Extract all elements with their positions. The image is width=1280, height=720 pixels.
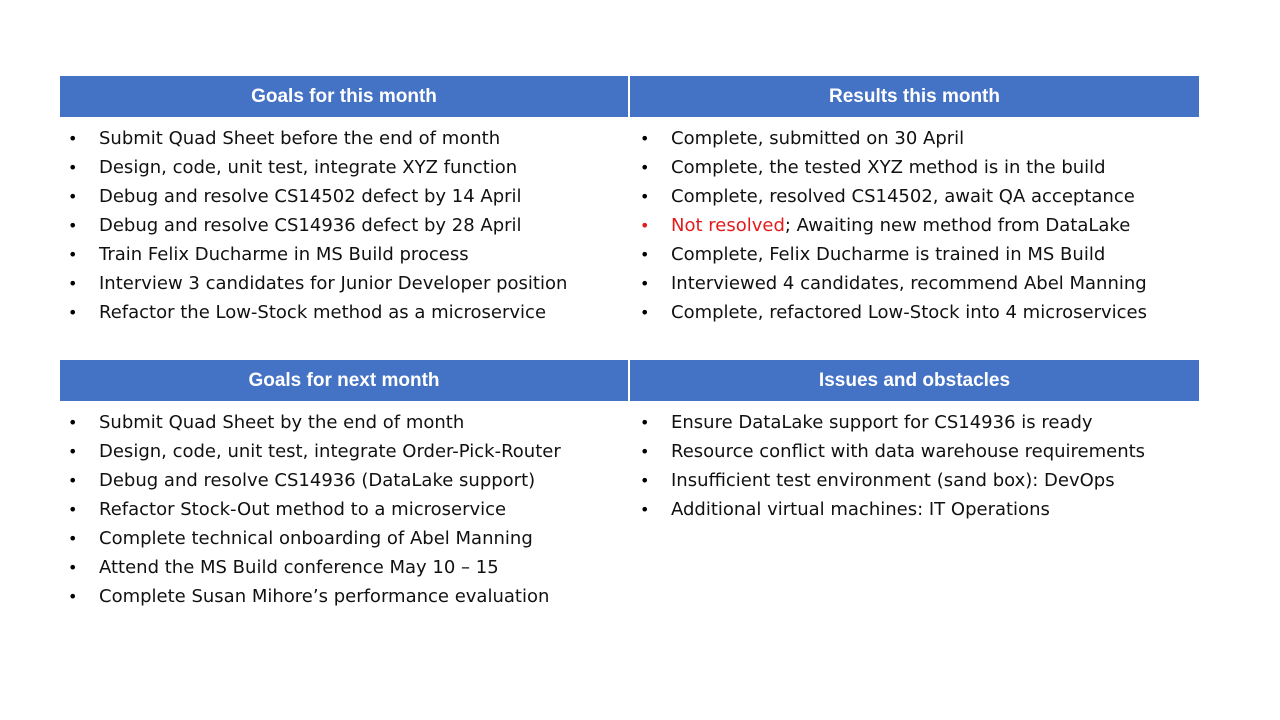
list-item: [60, 437, 632, 466]
list-item-text: Refactor the Low-Stock method as a microservice: [99, 302, 547, 323]
list-item: [632, 466, 1199, 495]
list-item: [60, 408, 632, 437]
bullet-icon: •: [640, 274, 650, 293]
bullet-icon: •: [68, 245, 78, 264]
list-item-text: Refactor Stock-Out method to a microservice: [99, 499, 507, 520]
list-item: [632, 495, 1199, 524]
bullet-icon: •: [68, 558, 78, 577]
goals-next-month-column: [60, 408, 632, 611]
list-item: [632, 153, 1199, 182]
list-item-text: Resource conflict with data warehouse requirements: [671, 441, 1146, 462]
bullet-icon: •: [68, 442, 78, 461]
bullet-icon: •: [640, 500, 650, 519]
list-item: [632, 408, 1199, 437]
top-header-row: [60, 76, 1199, 117]
list-item-text: Complete technical onboarding of Abel Manning: [99, 528, 533, 549]
results-this-month-list: [632, 124, 1199, 327]
bullet-icon: •: [68, 216, 78, 235]
list-item-text: Ensure DataLake support for CS14936 is ready: [671, 412, 1093, 433]
bottom-body-row: [60, 408, 1199, 611]
issues-obstacles-column: [632, 408, 1199, 611]
list-item: [60, 466, 632, 495]
list-item: [60, 495, 632, 524]
bullet-icon: •: [640, 187, 650, 206]
bullet-icon: •: [640, 471, 650, 490]
list-item: [60, 524, 632, 553]
bullet-icon: •: [68, 274, 78, 293]
list-item-text: Debug and resolve CS14936 (DataLake support): [99, 470, 536, 491]
list-item-text: Interview 3 candidates for Junior Developer position: [99, 273, 568, 294]
list-item: [632, 124, 1199, 153]
issues-obstacles-header: Issues and obstacles: [630, 360, 1199, 401]
bullet-icon: •: [640, 129, 650, 148]
bullet-icon: •: [68, 413, 78, 432]
list-item-text: Complete, the tested XYZ method is in the build: [671, 157, 1106, 178]
goals-this-month-list: [60, 124, 632, 327]
goals-next-month-header: Goals for next month: [60, 360, 630, 401]
results-this-month-column: [632, 124, 1199, 327]
list-item: [632, 240, 1199, 269]
list-item: [60, 269, 632, 298]
bullet-icon: •: [68, 187, 78, 206]
bullet-icon: •: [640, 158, 650, 177]
bullet-icon: •: [640, 245, 650, 264]
list-item-text: Complete, submitted on 30 April: [671, 128, 965, 149]
list-item: [60, 211, 632, 240]
bullet-icon: •: [640, 303, 650, 322]
list-item: [632, 269, 1199, 298]
list-item: [632, 211, 1199, 240]
list-item: [60, 153, 632, 182]
bullet-icon: •: [68, 500, 78, 519]
list-item: [632, 437, 1199, 466]
bottom-header-row: [60, 360, 1199, 401]
bullet-icon: •: [68, 529, 78, 548]
list-item-text: Design, code, unit test, integrate Order-Pick-Router: [99, 441, 561, 462]
bottom-section: [60, 360, 1199, 611]
list-item-text: Additional virtual machines: IT Operations: [671, 499, 1050, 520]
goals-next-month-list: [60, 408, 632, 611]
list-item: [60, 240, 632, 269]
list-item-text: Design, code, unit test, integrate XYZ function: [99, 157, 518, 178]
bullet-icon: •: [68, 587, 78, 606]
list-item: [632, 182, 1199, 211]
list-item-text: Complete Susan Mihore’s performance evaluation: [99, 586, 550, 607]
list-item: [60, 298, 632, 327]
top-section: [60, 76, 1199, 327]
bullet-icon: •: [640, 442, 650, 461]
list-item-text: Debug and resolve CS14502 defect by 14 April: [99, 186, 522, 207]
list-item-text: Submit Quad Sheet by the end of month: [99, 412, 465, 433]
goals-this-month-column: [60, 124, 632, 327]
list-item-text: Complete, Felix Ducharme is trained in MS Build: [671, 244, 1106, 265]
list-item: [60, 553, 632, 582]
bullet-icon: •: [640, 413, 650, 432]
list-item-text: Debug and resolve CS14936 defect by 28 April: [99, 215, 522, 236]
bullet-icon: •: [68, 129, 78, 148]
bullet-icon: •: [68, 471, 78, 490]
list-item-text: Interviewed 4 candidates, recommend Abel Manning: [671, 273, 1147, 294]
bullet-icon: •: [640, 216, 650, 235]
list-item-text: Submit Quad Sheet before the end of month: [99, 128, 501, 149]
bullet-icon: •: [68, 158, 78, 177]
status-highlight: Not resolved: [671, 215, 785, 236]
list-item: [632, 298, 1199, 327]
top-body-row: [60, 124, 1199, 327]
list-item-text: Attend the MS Build conference May 10 – 15: [99, 557, 499, 578]
list-item-text: Complete, refactored Low-Stock into 4 microservices: [671, 302, 1147, 323]
list-item-text: Insufficient test environment (sand box): DevOps: [671, 470, 1115, 491]
list-item-text: Train Felix Ducharme in MS Build process: [99, 244, 469, 265]
list-item: [60, 182, 632, 211]
goals-this-month-header: Goals for this month: [60, 76, 630, 117]
results-this-month-header: Results this month: [630, 76, 1199, 117]
list-item: [60, 582, 632, 611]
list-item-text: Complete, resolved CS14502, await QA acceptance: [671, 186, 1135, 207]
list-item-rest: ; Awaiting new method from DataLake: [784, 215, 1131, 236]
issues-obstacles-list: [632, 408, 1199, 524]
list-item-text: [671, 211, 1130, 240]
bullet-icon: •: [68, 303, 78, 322]
list-item: [60, 124, 632, 153]
